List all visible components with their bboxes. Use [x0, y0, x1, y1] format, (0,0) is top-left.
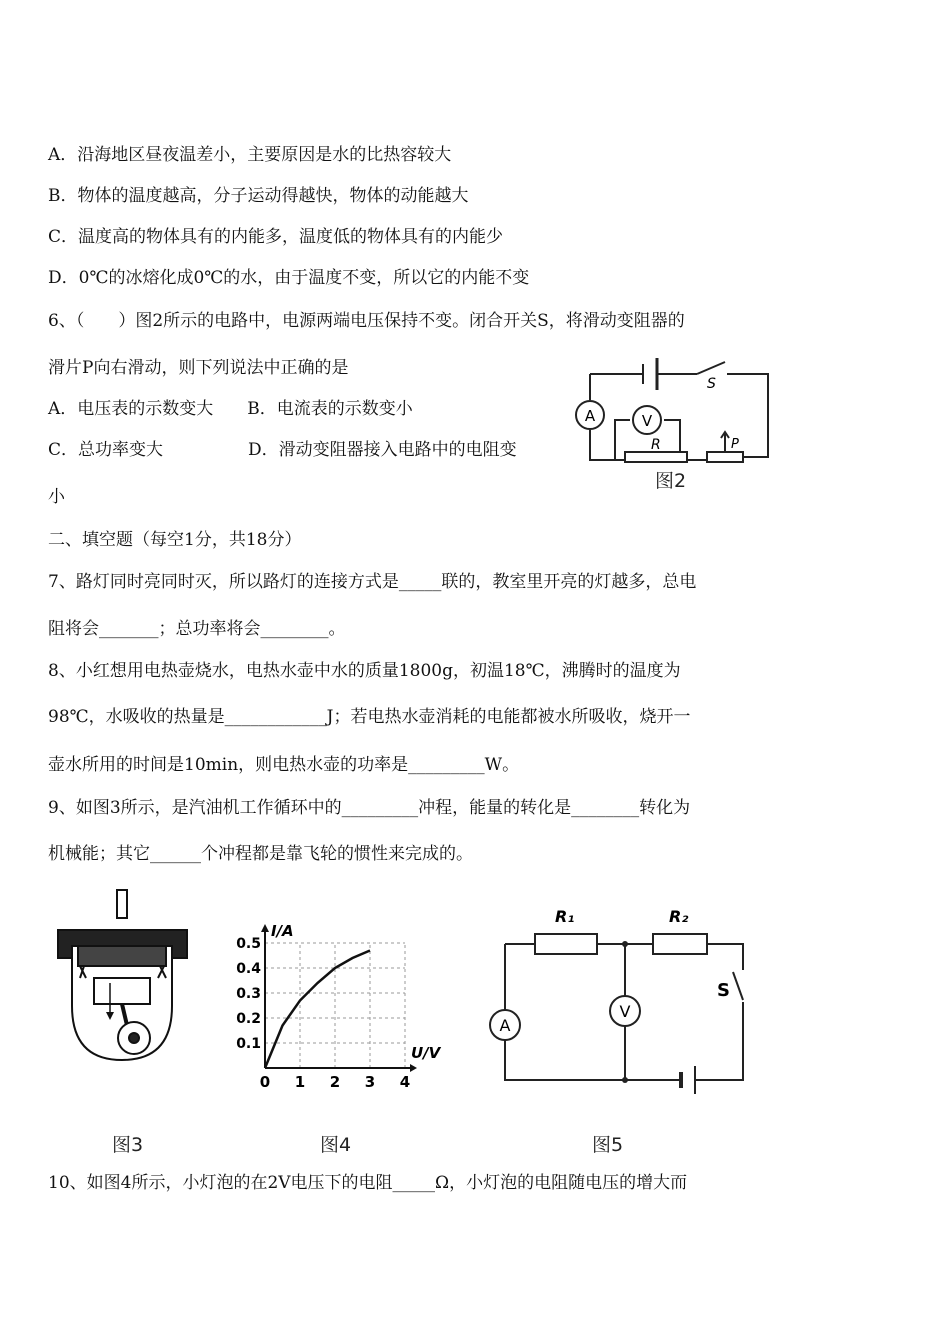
fig5-ammeter-label: A — [499, 1016, 511, 1035]
fig2-switch-label: S — [707, 376, 716, 392]
q7-line1: 7、路灯同时亮同时灭，所以路灯的连接方式是_____联的，教室里开亮的灯越多，总电 — [48, 572, 697, 592]
fig2-ammeter-label: A — [584, 407, 596, 425]
fig4-y-axis-label: I/A — [271, 922, 294, 940]
q6-options-cd: C．总功率变大 D．滑动变阻器接入电路中的电阻变 — [48, 440, 517, 460]
fig4-x-axis-label: U/V — [411, 1044, 441, 1062]
q6-stem-line1: 6、（ ）图2所示的电路中，电源两端电压保持不变。闭合开关S，将滑动变阻器的 — [48, 311, 685, 331]
q8-line2: 98℃，水吸收的热量是____________J；若电热水壶消耗的电能都被水所吸收，烧开一 — [48, 707, 691, 727]
q9-line1: 9、如图3所示，是汽油机工作循环中的_________冲程，能量的转化是________转化为 — [48, 798, 691, 818]
chart-series-line — [265, 951, 370, 1069]
fig5-r1-label: R₁ — [555, 907, 575, 926]
figure-3-engine — [50, 888, 195, 1063]
y-tick-label: 0.3 — [236, 986, 261, 1002]
x-tick-label: 4 — [399, 1073, 411, 1091]
x-tick-label: 2 — [329, 1073, 341, 1091]
q8-line1: 8、小红想用电热壶烧水，电热水壶中水的质量1800g，初温18℃，沸腾时的温度为 — [48, 661, 681, 681]
q6-stem-line2: 滑片P向右滑动，则下列说法中正确的是 — [48, 358, 349, 378]
x-tick-label: 0 — [259, 1073, 271, 1091]
fig5-switch-label: S — [717, 980, 730, 1001]
q6-options-cont: 小 — [48, 487, 65, 507]
figure-4-graph — [225, 918, 441, 1091]
q10-line1: 10、如图4所示，小灯泡的在2V电压下的电阻_____Ω，小灯泡的电阻随电压的增大而 — [48, 1173, 688, 1193]
q9-line2: 机械能；其它______个冲程都是靠飞轮的惯性来完成的。 — [48, 844, 473, 864]
figure-5-caption: 图5 — [592, 1134, 624, 1156]
y-tick-label: 0.4 — [236, 961, 261, 977]
x-tick-label: 1 — [294, 1073, 306, 1091]
q5-option-a: A．沿海地区昼夜温差小，主要原因是水的比热容较大 — [48, 145, 452, 165]
figure-3-caption: 图3 — [112, 1134, 144, 1156]
fig2-resistor-label: R — [651, 437, 661, 453]
figure-2-caption: 图2 — [655, 470, 687, 492]
fig2-voltmeter-label: V — [641, 412, 653, 430]
fig5-r2-label: R₂ — [669, 907, 689, 926]
fig2-slider-label: P — [731, 437, 739, 452]
x-tick-label: 3 — [364, 1073, 376, 1091]
section-2-heading: 二、填空题（每空1分，共18分） — [48, 530, 302, 550]
q5-option-d: D．0℃的冰熔化成0℃的水，由于温度不变，所以它的内能不变 — [48, 268, 530, 288]
figure-5-circuit — [485, 900, 770, 1110]
fig5-voltmeter-label: V — [619, 1002, 631, 1021]
figure-4-caption: 图4 — [320, 1134, 352, 1156]
y-tick-label: 0.2 — [236, 1011, 261, 1027]
q6-options-ab: A．电压表的示数变大 B．电流表的示数变小 — [48, 399, 413, 419]
q5-option-b: B．物体的温度越高，分子运动得越快，物体的动能越大 — [48, 186, 469, 206]
q7-line2: 阻将会_______；总功率将会________。 — [48, 619, 346, 639]
y-tick-label: 0.5 — [236, 936, 261, 952]
y-tick-label: 0.1 — [236, 1036, 261, 1052]
q8-line3: 壶水所用的时间是10min，则电热水壶的功率是_________W。 — [48, 755, 520, 775]
q5-option-c: C．温度高的物体具有的内能多，温度低的物体具有的内能少 — [48, 227, 504, 247]
